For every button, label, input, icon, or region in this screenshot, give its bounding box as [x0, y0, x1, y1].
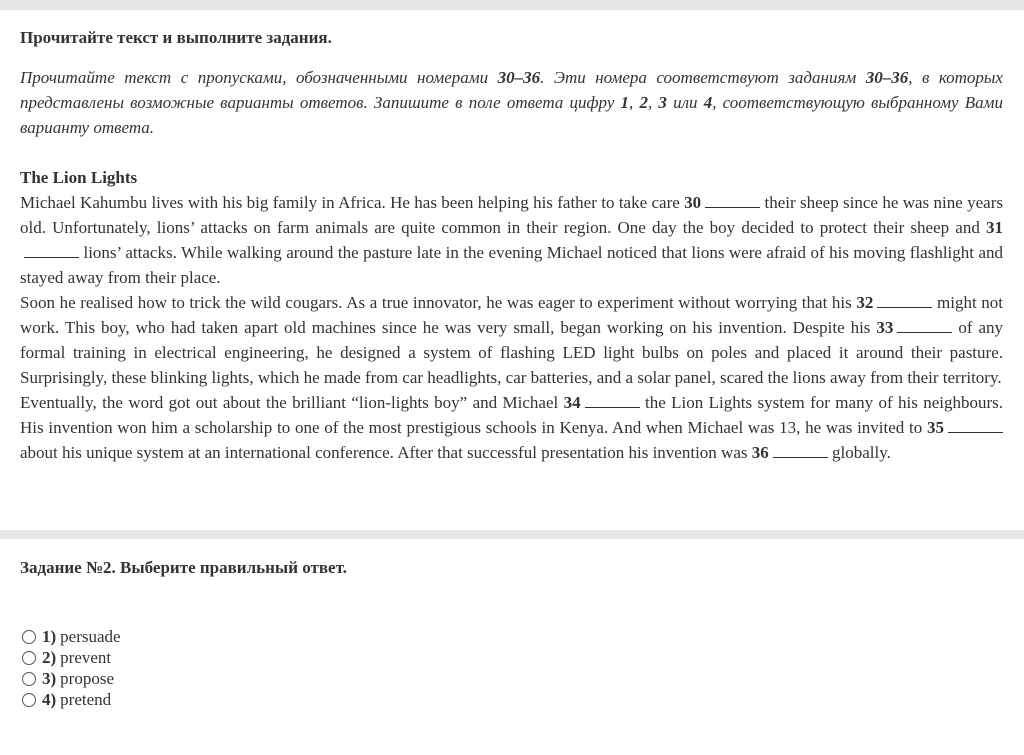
gap-number: 33	[876, 318, 894, 337]
instruction-part: или	[666, 93, 704, 112]
answer-option-4[interactable]	[22, 689, 121, 710]
text-fragment: the Lion Lights system for many of his neighbours. His invention won him a scholarship to one of the most prestigious schools in Kenya. And when Michael was 13, he was invited to	[20, 393, 1004, 437]
instruction-part: Прочитайте текст с пропусками, обозначенными номерами	[20, 68, 498, 87]
instruction-range: 30–36	[497, 68, 541, 87]
task-title: Задание №2. Выберите правильный ответ.	[20, 558, 347, 577]
answer-option-1[interactable]	[22, 626, 121, 647]
top-band	[0, 0, 1024, 10]
text-fragment: their sheep since he was nine years old. Unfortunately, lions’ attacks on farm animals are quite common in their region. One day the boy decided to protect their sheep and	[20, 193, 1003, 237]
option-number: 3)	[42, 668, 57, 688]
instruction-text	[20, 65, 1003, 140]
instruction-part: ,	[647, 93, 659, 112]
gap-blank	[948, 417, 1003, 433]
gap-blank	[773, 442, 828, 458]
answer-options	[22, 626, 121, 710]
text-fragment: globally.	[832, 443, 891, 462]
task-header	[20, 558, 1003, 578]
gap-number: 31	[986, 218, 1003, 237]
instruction-range: 30–36	[865, 68, 909, 87]
instruction-digit: 2	[639, 93, 648, 112]
answer-option-3[interactable]	[22, 668, 121, 689]
text-fragment: Eventually, the word got out about the brilliant “lion-lights boy” and Michael	[20, 393, 564, 412]
option-number: 1)	[42, 626, 57, 646]
gap-blank	[705, 192, 760, 208]
paragraph-3	[20, 390, 1003, 465]
option-label: pretend	[60, 689, 112, 709]
answer-option-2[interactable]	[22, 647, 121, 668]
gap-number: 35	[927, 418, 944, 437]
instruction-digit: 1	[620, 93, 630, 112]
text-fragment: lions’ attacks. While walking around the pasture late in the evening Michael noticed that lions were afraid of his moving flashlight and stayed away from their place.	[20, 243, 1004, 287]
instruction-part: , соответствующую выбранному Вами варианту ответа.	[20, 93, 1004, 137]
instruction-part: . Эти номера соответствуют заданиям	[540, 68, 866, 87]
gap-number: 30	[684, 193, 702, 212]
reading-text	[20, 165, 1003, 465]
gap-number: 34	[563, 393, 581, 412]
radio-button[interactable]	[22, 693, 36, 707]
paragraph-1	[20, 190, 1003, 290]
option-label: prevent	[60, 647, 112, 667]
text-fragment: Michael Kahumbu lives with his big family in Africa. He has been helping his father to take care	[20, 193, 685, 212]
text-fragment: of any formal training in electrical engineering, he designed a system of flashing LED light bulbs on poles and placed it around their pasture. Surprisingly, these blinking lights, which he made from car headlights, car batteries, and a solar panel, scared the lions away from their territory.	[20, 318, 1004, 387]
instruction-digit: 4	[703, 93, 713, 112]
text-fragment: might not work. This boy, who had taken apart old machines since he was very small, began working on his invention. Despite his	[20, 293, 1004, 337]
section-divider	[0, 530, 1024, 539]
option-label: persuade	[60, 626, 121, 646]
gap-blank	[897, 317, 952, 333]
radio-button[interactable]	[22, 672, 36, 686]
option-number: 2)	[42, 647, 57, 667]
radio-button[interactable]	[22, 651, 36, 665]
option-label: propose	[60, 668, 114, 688]
text-title: The Lion Lights	[20, 168, 138, 187]
instruction-digit: 3	[658, 93, 667, 112]
option-number: 4)	[42, 689, 57, 709]
section-heading	[20, 28, 1003, 48]
gap-number: 36	[751, 443, 769, 462]
page-title: Прочитайте текст и выполните задания.	[20, 28, 332, 47]
instruction-part: ,	[629, 93, 640, 112]
instruction-part: , в которых представлены возможные варианты ответов. Запишите в поле ответа цифру	[20, 68, 1003, 112]
gap-blank	[585, 392, 640, 408]
gap-blank	[24, 242, 79, 258]
radio-button[interactable]	[22, 630, 36, 644]
paragraph-2	[20, 290, 1003, 390]
gap-blank	[877, 292, 932, 308]
text-fragment: Soon he realised how to trick the wild cougars. As a true innovator, he was eager to experiment without worrying that his	[20, 293, 857, 312]
text-fragment: about his unique system at an international conference. After that successful presentation his invention was	[20, 443, 752, 462]
gap-number: 32	[856, 293, 874, 312]
